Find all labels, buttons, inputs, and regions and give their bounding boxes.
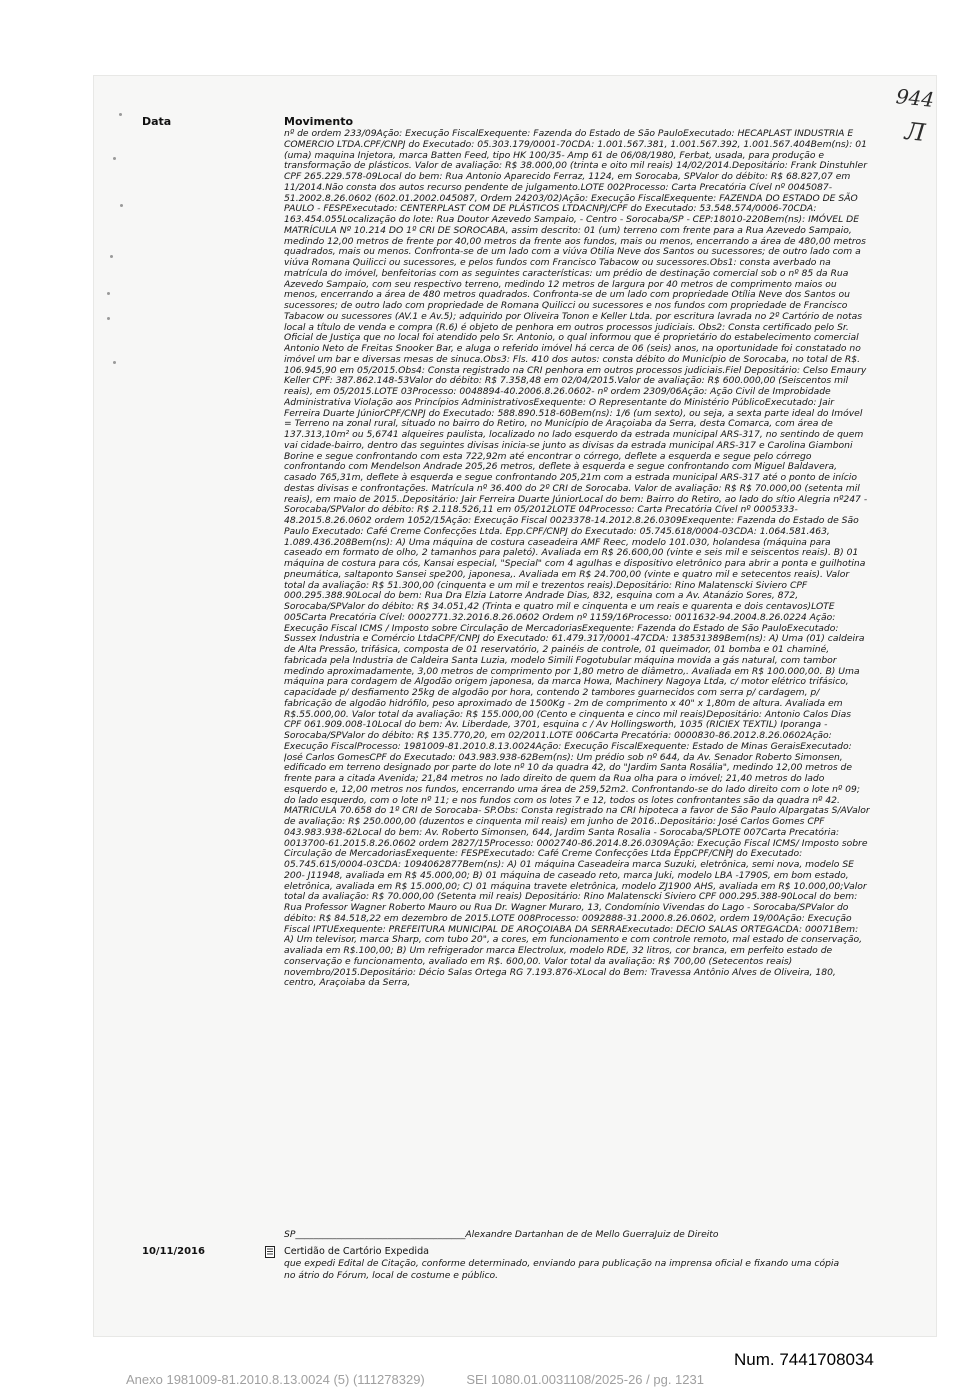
scan-speck	[113, 157, 116, 160]
handwritten-page-number: 944	[894, 84, 936, 112]
scan-speck	[107, 317, 110, 320]
scan-speck	[110, 255, 113, 258]
scan-speck	[119, 113, 122, 116]
movement-text: nº de ordem 233/09Ação: Execução FiscalExequente: Fazenda do Estado de São PauloExecutado: HECAPLAST INDUSTRIA E COMERCIO LTDA.CPF/CNPJ do Executado: 05.303.179/0001-70CDA: 1.001.567.381, 1.001.567.392, 1.001.567.404Bem(ns): 01 (uma) maquina Injetora, marca Batten Feed, tipo HK 100/35- Amp 61 de 06/08/1980, Ferbat, usada, para produção e transformação de plásticos. Valor de avaliação: R$ 38.000,00 (trinta e oito mil reais) 14/02/2014.Depositário: Frank Dinstuhler CPF 265.229.578-09Local do bem: Rua Antonio Aparecido Ferraz, 1124, em Sorocaba, SPValor do débito: R$ 68.827,07 em 11/2014.Não consta dos autos recurso pendente de julgamento.LOTE 002Processo: Carta Precatória Cível nº 0045087-51.2002.8.26.0602 (602.01.2002.045087, Ordem 24203/02)Ação: Execução FiscalExequente: FAZENDA DO ESTADO DE SÃO PAULO - FESPExecutado: CENTERPLAST COM DE PLÁSTICOS LTDACNPJ/CPF do Executado: 53.548.574/0006-70CDA: 163.454.055Localização do lote: Rua Doutor Azevedo Sampaio, - Centro - Sorocaba/SP - CEP:18010-220Bem(ns): IMÓVEL DE MATRÍCULA Nº 10.214 DO 1º CRI DE SOROCABA, assim descrito: 01 (um) terreno com frente para a Rua Azevedo Sampaio, medindo 12,00 metros de frente por 40,00 metros da frente aos fundos, mais ou menos, encerrando a área de 480,00 metros quadrados, mais ou menos. Confronta-se de um lado com a viúva Otilia Neve dos Santos ou sucessores; de outro lado com a viúva Romana Quilicci ou sucessores, e pelos fundos com Francisco Tabacow ou sucessores.Obs1: consta averbado na matrícula do imóvel, benfeitorias com as seguintes características: um prédio de destinação comercial sob o nº 85 da Rua Azevedo Sampaio, com seu respectivo terreno, medindo 12 metros de largura por 40 metros de comprimento maios ou menos, encerrando a área de 480 metros quadrados. Confronta-se de um lado com propriedade Otília Neve dos Santos ou sucessores; de outro lado com propriedade de Romana Quilicci ou sucessores e nos fundos com propriedade de Francisco Tabacow ou sucessores (AV.1 e Av.5); adquirido por Oliveira Tonon e Keller Ltda. por escritura lavrada no 2º Cartório de notas local a título de venda e compra (R.6) é objeto de penhora em outros processos judiciais. Obs2: Consta certificado pelo Sr. Oficial de Justiça que no local foi atendido pelo Sr. Antonio, o qual informou que é proprietário do estabelecimento comercial Antonio Neto de Freitas Snooker Bar, e aluga o referido imóvel há cerca de 06 (seis) anos, na oportunidade foi constatado no imóvel um bar e diversas mesas de sinuca.Obs3: Fls. 410 dos autos: consta débito do Município de Sorocaba, no total de R$. 106.945,90 em 05/2015.Obs4: Consta registrado na CRI penhora em outros processos judiciais.Fiel Depositário: Celso Emaury Keller CPF: 387.862.148-53Valor do débito: R$ 7.358,48 em 02/04/2015.Valor de avaliação: R$ 600.000,00 (Seiscentos mil reais), em 05/2015.LOTE 03Processo: 0048894-40.2006.8.26.0602- nº ordem 2309/06Ação: Ação Civil de Improbidade Administrativa Violação aos Princípios AdministrativosExequente: O Representante do Ministério PúblicoExecutado: Jair Ferreira Duarte JúniorCPF/CNPJ do Executado: 588.890.518-60Bem(ns): 1/6 (um sexto), ou seja, a sexta parte ideal do Imóvel = Terreno na zonal rural, situado no bairro do Retiro, no Município de Araçoiaba da Serra, desta Comarca, com área de 137.313,10m² ou 5,6741 alqueires paulista, localizado no lado esquerdo da estrada municipal ARS-317, no sentindo de quem vai cidade-bairro, dentro das seguintes divisas inicia-se junto as divisas da estrada municipal ARS-317 e Carolina Giamboni Borine e segue confrontando com esta 722,92m até encontrar o córrego, deflete a esquerda e segue pelo córrego confrontando com Mendelson Andrade 205,26 metros, deflete à esquerda e segue confrontando com Miguel Baldavera, casado 765,31m, deflete à esquerda e segue confrontando 205,21m com a estrada municipal ARS-317 até o ponto de início destas divisas e confrontações. Matrícula nº 36.400 do 2º CRI de Sorocaba. Valor de avaliação: R$ R$ 70.000,00 (setenta mil reais), em maio de 2015..Depositário: Jair Ferreira Duarte JúniorLocal do bem: Bairro do Retiro, ao lado do sítio Alegria nº247 - Sorocaba/SPValor do débito: R$ 2.118.526,11 em 05/2012LOTE 04Processo: Carta Precatória Cível nº 0005333-48.2015.8.26.0602 ordem 1052/15Ação: Execução Fiscal 0023378-14.2012.8.26.0309Exequente: Fazenda do Estado de São Paulo Executado: Café Creme Confecções Ltda. Epp.CPF/CNPJ do Executado: 05.745.618/0004-03CDA: 1.064.581.463, 1.089.436.208Bem(ns): A) Uma máquina de costura caseadeira AMF Reec, modelo 101.030, holandesa (máquina para caseado em formato de olho, 2 tamanhos para paletó). Avaliada em R$ 26.600,00 (vinte e seis mil e seiscentos reais). B) 01 máquina de costura para cós, Kansai especial, "Special" com 4 agulhas e dispositivo eletrônico para abrir a ponta e guilhotina pneumática, saltaponto Sansei spe200, japonesa,. Avaliada em R$ 24.700,00 (vinte e quatro mil e setecentos reais). Valor total da avaliação: R$ 51.300,00 (cinquenta e um mil e trezentos reais).Depositário: Rino Malatenscki Siviero CPF 000.295.388.90Local do bem: Rua Dra Elzia Latorre Andrade Dias, 832, esquina com a Av. Atanázio Sores, 872, Sorocaba/SPValor do débito: R$ 34.051,42 (Trinta e quatro mil e cinquenta e um reais e quarenta e dois centavos)LOTE 005Carta Precatória Cível: 0002771.32.2016.8.26.0602 Ordem nº 1159/16Processo: 0011632-94.2004.8.26.0224 Ação: Execução Fiscal ICMS / Imposto sobre Circulação de MercadoriasExequente: Fazenda do Estado de São PauloExecutado: Sussex Industria e Comércio LtdaCPF/CNPJ do Executado: 61.479.317/0001-47CDA: 138531389Bem(ns): A) Uma (01) caldeira de Alta Pressão, trifásica, composta de 01 reservatório, 2 painéis de controle, 01 queimador, 01 bomba e 01 chaminé, fabricada pela Industria de Caldeira Santa Luzia, modelo Simili Fogotubular máquina movida a gás natural, com tambor medindo aproximadamente, 3,00 metros de comprimento por 1,80 metro de diâmetro,. Avaliada em R$ 100.000,00. B) Uma máquina para cordagem de Algodão origem japonesa, da marca Howa, Machinery Nagoya Ltda, c/ motor elétrico trifásico, capacidade p/ desfiamento 25kg de algodão por hora, contendo 2 tambores guarnecidos com serra p/ cardagem, p/ fabricação de algodão hidrófilo, peso aproximado de 1500Kg - 2m de comprimento x 40" x 1,80m de altura. Avaliada em R$.55.000,00. Valor total da avaliação: R$ 155.000,00 (Cento e cinquenta e cinco mil reais)Depositário: Antonio Calos Dias CPF 061.909.008-10Local do bem: Av. Liberdade, 3701, esquina c / Av Hollingsworth, 1035 (RICIEX TEXTIL) Iporanga - Sorocaba/SPValor do débito: R$ 135.770,20, em 02/2011.LOTE 006Carta Precatória: 0000830-86.2012.8.26.0602Ação: Execução FiscalProcesso: 1981009-81.2010.8.13.0024Ação: Execução FiscalExequente: Estado de Minas GeraisExecutado: José Carlos GomesCPF do Executado: 043.983.938-62Bem(ns): Um prédio sob nº 644, da Av. Senador Roberto Simonsen, edificado em terreno designado por parte do lote nº 10 da quadra 42, do "Jardim Santa Rosália", medindo 12,00 metros de frente para a citada Avenida; 21,84 metros no lado direito de quem da Rua olha para o imóvel; 21,40 metros do lado esquerdo e, 12,00 metros nos fundos, encerrando uma área de 259,52m2. Confrontando-se do lado direito com o lote nº 09; do lado esquerdo, com o lote nº 11; e nos fundos com os lotes 7 e 12, todos os lotes confrontantes são da quadra nº 42. MATRICULA 70.658 do 1º CRI de Sorocaba- SP.Obs: Consta registrado na CRI hipoteca a favor de São Paulo Alpargatas S/AValor de avaliação: R$ 250.000,00 (duzentos e cinquenta mil reais) em junho de 2016..Depositário: José Carlos Gomes CPF 043.983.938-62Local do bem: Av. Roberto Simonsen, 644, Jardim Santa Rosalia - Sorocaba/SPLOTE 007Carta Precatória: 0013700-61.2015.8.26.0602 ordem 2827/15Processo: 0002740-86.2014.8.26.0309Ação: Execução Fiscal ICMS/ Imposto sobre Circulação de MercadoriasExequente: FESPExecutado: Café Creme Confecções Ltda EppCPF/CNPJ do Executado: 05.745.615/0004-03CDA: 1094062877Bem(ns): A) 01 máquina Caseadeira marca Suzuki, eletrônica, semi nova, modelo SE 200- J11948, avaliada em R$ 45.000,00; B) 01 máquina de caseado reto, marca Juki, modelo LBA -1790S, em bom estado, eletrônica, avaliada em R$ 15.000,00; C) 01 máquina travete eletrônica, modelo ZJ1900 AHS, avaliada em R$ 10.000,00;Valor total da avaliação: R$ 70.000,00 (Setenta mil reais) Depositário: Rino Malatenscki Siviero CPF 000.295.388-90Local do bem: Rua Professor Wagner Roberto Mauro ou Rua Dr. Wagner Muraro, 13, Condomínio Vivendas do Lago - Sorocaba/SPValor do débito: R$ 84.518,22 em dezembro de 2015.LOTE 008Processo: 0092888-31.2000.8.26.0602, ordem 19/00Ação: Execução Fiscal IPTUExequente: PREFEITURA MUNICIPAL DE AROÇOIABA DA SERRAExecutado: DECIO SALAS ORTEGACDA: 00071Bem: A) Um televisor, marca Sharp, com tubo 20", a cores, em funcionamento e com controle remoto, mal estado de conservação, avaliada em R$.100,00; B) Um refrigerador marca Electrolux, modelo RDE, 32 litros, cor branca, em perfeito estado de conservação e funcionamento, avaliado em R$. 600,00. Valor total da avaliação: R$ 700,00 (Setecentos reais) novembro/2015.Depositário: Décio Salas Ortega RG 7.193.876-XLocal do Bem: Travessa Antônio Alves de Oliveira, 180, centro, Araçoiaba da Serra,	[284, 129, 870, 989]
entry-date: 10/11/2016	[142, 1246, 205, 1257]
judge-signature-line: SP_____________________________________Alexandre Dartanhan de de Mello GuerraJuiz de Direito	[284, 1229, 719, 1240]
page-footer	[126, 1372, 946, 1387]
scan-speck	[120, 204, 123, 207]
handwritten-initial: Л	[903, 117, 927, 147]
column-header-data: Data	[142, 115, 172, 128]
document-icon	[265, 1246, 275, 1258]
column-header-movimento: Movimento	[284, 115, 354, 128]
entry-description: que expedi Edital de Citação, conforme determinado, enviando para publicação na imprensa oficial e fixando uma cópia no átrio do Fórum, local de costume e público.	[284, 1258, 840, 1281]
document-number-stamp: Num. 7441708034	[734, 1350, 874, 1369]
footer-sei: SEI 1080.01.0031108/2025-26 / pg. 1231	[466, 1372, 704, 1387]
scan-speck	[113, 361, 116, 364]
scan-speck	[107, 292, 110, 295]
footer-anexo: Anexo 1981009-81.2010.8.13.0024 (5) (111278329)	[126, 1372, 425, 1387]
entry-title: Certidão de Cartório Expedida	[284, 1246, 430, 1257]
